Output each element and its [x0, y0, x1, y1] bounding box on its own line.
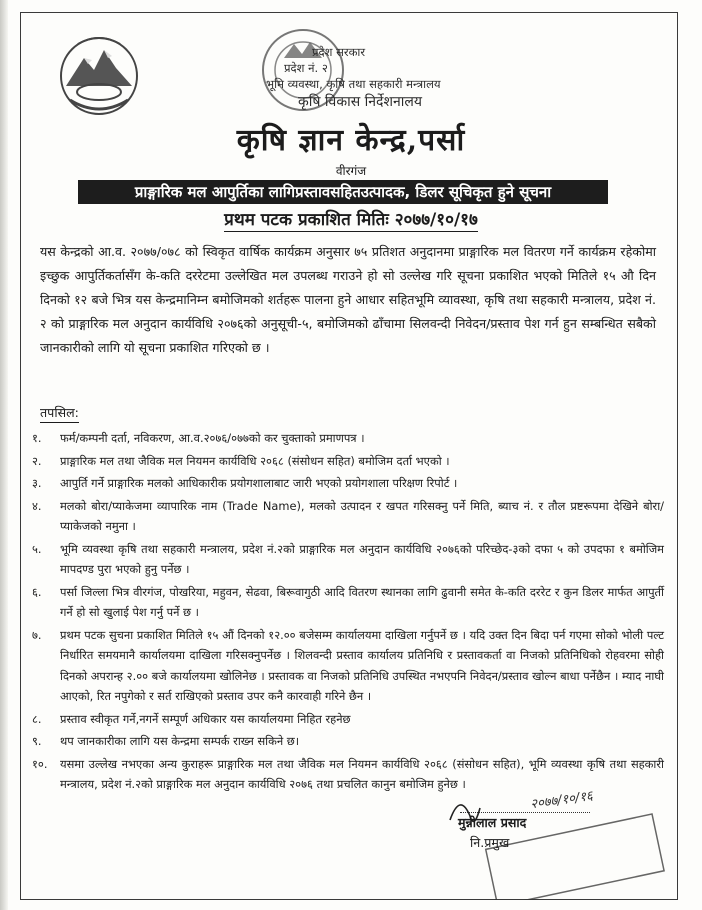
government-header: [258, 44, 518, 112]
gov-line-directorate: कृषि विकास निर्देशनालय: [298, 94, 422, 110]
item-text: पर्सा जिल्ला भित्र वीरगंज, पोखरिया, महुवन, सेढवा, बिरूवागुठी आदि वितरण स्थानका लागि ढुवानी समेत के-कति दररेट र कुन डिलर मार्फत आपुर्ती गर्ने हो सो खुलाई पेश गर्नु पर्ने छ ।: [60, 584, 664, 619]
list-item: [28, 428, 664, 449]
publication-date-text: प्रथम पटक प्रकाशित मितिः २०७७/१०/१७: [224, 210, 478, 230]
item-text: थप जानकारीका लागि यस केन्द्रमा सम्पर्क राख्न सकिने छ।: [60, 734, 300, 748]
item-text: प्राङ्गारिक मल तथा जैविक मल नियमन कार्यविधि २०६८ (संसोधन सहित) बमोजिम दर्ता भएको ।: [60, 453, 450, 468]
list-item: [28, 496, 664, 537]
publication-date: [0, 208, 702, 232]
item-number: ३.: [32, 476, 42, 490]
item-number: ७.: [32, 627, 42, 642]
item-number: ५.: [32, 541, 42, 556]
details-heading: तपसिल:: [40, 404, 79, 423]
item-text: फर्म/कम्पनी दर्ता, नविकरण, आ.व.२०७६/०७७को कर चुक्ताको प्रमाणपत्र ।: [60, 431, 365, 445]
list-item: [28, 539, 664, 580]
gov-line-province-gov: प्रदेश सरकार: [312, 45, 366, 59]
item-text: भूमि व्यवस्था कृषि तथा सहकारी मन्त्रालय, प्रदेश नं.२को प्राङ्गारिक मल अनुदान कार्यविधि २०७६को परिच्छेद-३को दफा ५ को उपदफा १ बमोजिम मापदण्ड पुरा भएको हुनु पर्नेछ ।: [60, 541, 664, 576]
signature-line: [460, 812, 590, 813]
notice-banner: प्राङ्गारिक मल आपुर्तिका लागिप्रस्तावसहितउत्पादक, डिलर सूचिकृत हुने सूचना: [78, 180, 608, 204]
item-text: यसमा उल्लेख नभएका अन्य कुराहरू प्राङ्गारिक मल तथा जैविक मल नियमन कार्यविधि २०६८ (संसोधन सहित), भूमि व्यवस्था कृषि तथा सहकारी मन्त्रालय, प्रदेश नं.२को प्राङ्गारिक मल अनुदान कार्यविधि २०७६ तथा प्रचलित कानुन बमोजिम हुनेछ ।: [60, 756, 664, 791]
item-text: मलको बोरा/प्याकेजमा व्यापारिक नाम (Trade Name), मलको उत्पादन र खपत गरिसक्नु पर्ने मिति, ब्याच नं. र तौल प्रष्टरूपमा देखिने बोरा/प्याकेजको नमुना ।: [60, 498, 664, 533]
signature-date: २०७७/१०/१६: [529, 788, 594, 813]
signer-post: नि.प्रमुख: [470, 835, 510, 850]
item-number: १०.: [32, 756, 48, 771]
gov-line-ministry: भूमि व्यवस्था, कृषि तथा सहकारी मन्त्रालय: [266, 77, 441, 91]
office-location: वीरगंज: [335, 164, 367, 178]
item-number: ४.: [32, 498, 42, 513]
details-list: [28, 428, 664, 797]
nepal-emblem-icon: [56, 30, 142, 118]
item-text: प्रथम पटक सुचना प्रकाशित मितिले १५ औं दिनको १२.०० बजेसम्म कार्यालयमा दाखिला गर्नुपर्ने छ । यदि उक्त दिन बिदा पर्न गएमा सोको भोली पल्ट निर्धारित समयमानै कार्यालयमा दाखिला गरिसक्नुपर्नेछ । शिलवन्दी प्रस्ताव कार्यालय प्रतिनिधि र प्रस्तावकर्ता वा निजको प्रतिनिधिको रोहवरमा सोही दिनको अपरान्ह २.०० बजे कार्यालयमा खोलिनेछ । प्रस्तावक वा निजको प्रतिनिधि उपस्थित नभएपनि निवेदन/प्रस्ताव खोल्न बाधा पर्नेछैन । म्याद नाघी आएको, रित नपुगेको र सर्त राखिएको प्रस्ताव उपर कनै कारवाही गरिने छैन ।: [60, 627, 664, 703]
item-text: आपुर्ति गर्ने प्राङ्गारिक मलको आधिकारीक प्रयोगशालाबाट जारी भएको प्रयोगशाला परिक्षण रिपोर्ट ।: [60, 476, 458, 490]
item-number: २.: [32, 453, 42, 468]
list-item: [28, 582, 664, 623]
list-item: [28, 709, 664, 730]
list-item: [28, 625, 664, 707]
signer-name: मुन्नीलाल प्रसाद: [458, 815, 527, 830]
item-number: ६.: [32, 584, 42, 599]
signature-block: [430, 790, 670, 900]
list-item: [28, 473, 664, 494]
office-title: कृषि ज्ञान केन्द्र,पर्सा: [236, 123, 466, 158]
item-number: ८.: [32, 711, 42, 726]
item-number: ९.: [32, 734, 42, 748]
list-item: [28, 451, 664, 472]
gov-line-province-no: प्रदेश नं. २: [284, 61, 328, 75]
item-text: प्रस्ताव स्वीकृत गर्ने,नगर्ने सम्पूर्ण अधिकार यस कार्यालयमा निहित रहनेछ: [60, 711, 351, 726]
intro-paragraph: यस केन्द्रको आ.व. २०७७/०७८ को स्विकृत वार्षिक कार्यक्रम अनुसार ७५ प्रतिशत अनुदानमा प्राङ्गारिक मल वितरण गर्ने कार्यक्रम रहेकोमा इच्छुक आपुर्तिकर्तासँग के-कति दररेटमा उल्लेखित मल उपलब्ध गराउने हो सो उल्लेख गरि सूचना प्रकाशित भएको मितिले १५ औ दिन दिनको १२ बजे भित्र यस केन्द्रमानिम्न बमोजिमको शर्तहरू पालना हुने आधार सहितभूमि व्यावस्था, कृषि तथा सहकारी मन्त्रालय, प्रदेश नं. २ को प्राङ्गारिक मल अनुदान कार्यविधि २०७६को अनुसूची-५, बमोजिमको ढाँचामा सिलवन्दी निवेदन/प्रस्ताव पेश गर्न हुन सम्बन्धित सबैको जानकारीको लागि यो सूचना प्रकाशित गरिएको छ ।: [40, 244, 656, 355]
item-number: १.: [32, 431, 42, 445]
list-item: [28, 731, 664, 752]
